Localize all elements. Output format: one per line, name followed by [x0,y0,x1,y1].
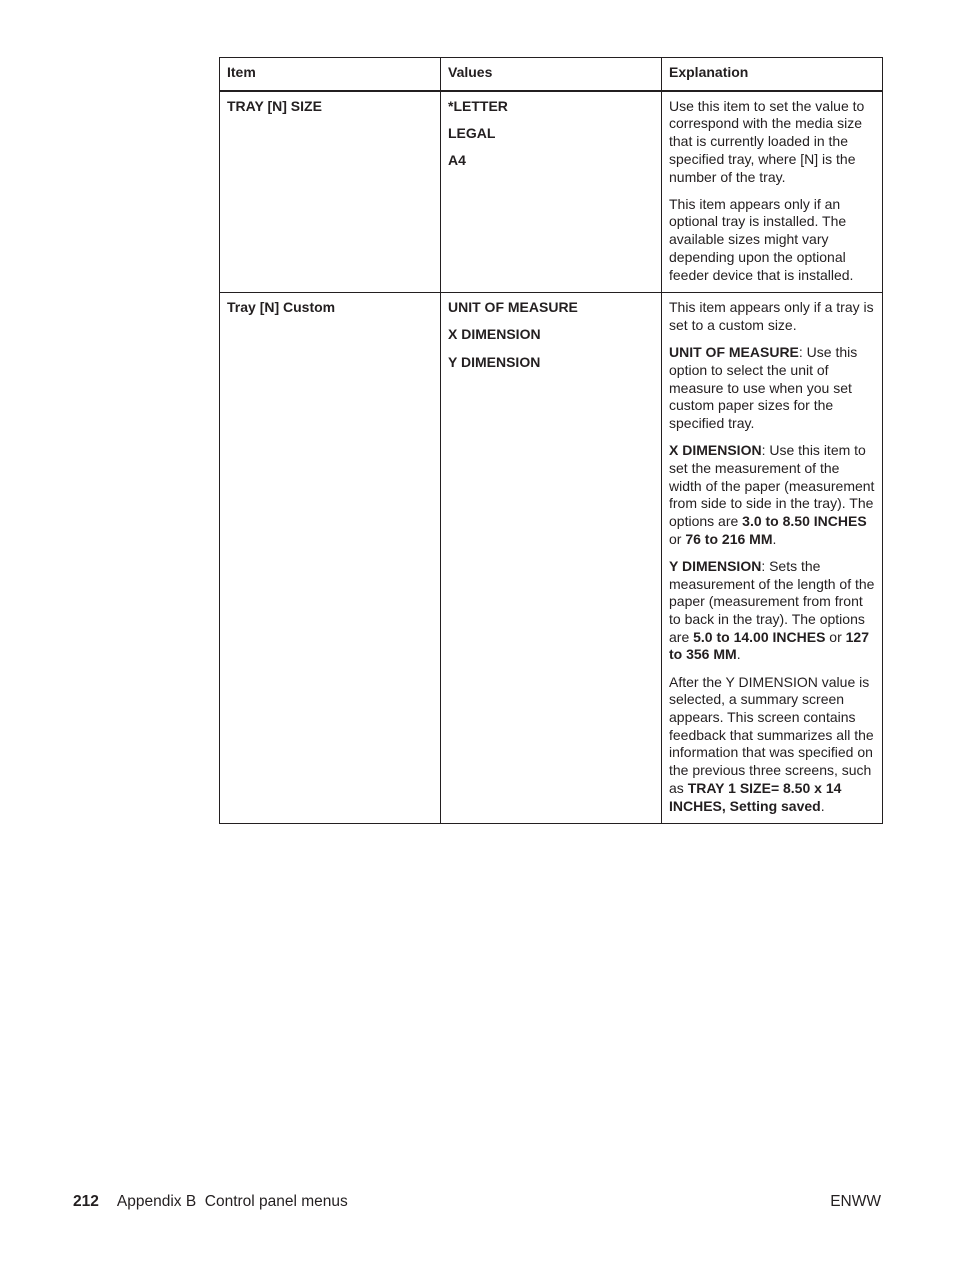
term-unit-of-measure: UNIT OF MEASURE [669,344,799,361]
explanation-text: : Use this item to set the measurement of the width of the paper (measurement from side to side in the tray). The options are [669,442,875,529]
footer-section-title: Appendix B Control panel menus [116,1193,348,1210]
explanation-text: . [736,646,741,663]
header-values: Values [441,58,662,91]
explanation-paragraph [669,344,875,433]
explanation-paragraph [669,442,875,548]
value-option: UNIT OF MEASURE [448,299,578,316]
explanation-text: or [825,628,846,645]
range-mm: 76 to 216 MM [685,530,773,547]
value-option: *LETTER [448,97,508,114]
value-option: A4 [448,152,466,169]
table-row-tray-custom [220,293,883,824]
row-item-cell [220,293,441,824]
range-inches: 3.0 to 8.50 INCHES [742,512,867,529]
row-values-cell [441,91,662,293]
control-panel-menu-table [219,57,883,824]
page-number: 212 [73,1193,99,1210]
explanation-paragraph: This item appears only if an optional tray is installed. The available sizes might vary depending upon the optional feeder device that is installed. [669,195,854,283]
explanation-text: . [820,797,825,814]
page-footer-left [73,1192,348,1211]
page-footer-right: ENWW [830,1193,881,1210]
row-item-name: TRAY [N] SIZE [227,97,322,114]
range-inches: 5.0 to 14.00 INCHES [693,628,826,645]
explanation-paragraph: This item appears only if a tray is set to a custom size. [669,299,874,333]
term-y-dimension: Y DIMENSION [669,557,762,574]
header-item: Item [220,58,441,91]
explanation-paragraph [669,558,875,664]
explanation-paragraph: Use this item to set the value to correspond with the media size that is currently loaded in the specified tray, where [N] is the number of the tray. [669,97,865,185]
explanation-text: : Sets the measurement of the length of the paper (measurement from front to back in the tray). The options are [669,557,875,645]
term-x-dimension: X DIMENSION [669,442,762,459]
table-row-tray-size [220,91,883,293]
explanation-text: . [772,530,777,547]
explanation-text: : Use this option to select the unit of measure to use when you set custom paper sizes for the specified tray. [669,344,858,431]
row-item-name: Tray [N] Custom [227,299,336,316]
value-option: X DIMENSION [448,326,541,343]
explanation-paragraph [669,674,875,816]
explanation-text: or [669,530,686,547]
row-explanation-cell [662,293,883,824]
table-header-row [220,58,883,91]
explanation-text: After the Y DIMENSION value is selected, a summary screen appears. This screen contains feedback that summarizes all the information that was specified on the previous three screens, such as [669,673,874,796]
value-option: LEGAL [448,124,496,141]
header-explanation: Explanation [662,58,883,91]
summary-example: TRAY 1 SIZE= 8.50 x 14 INCHES, Setting saved [669,779,842,814]
range-mm: 127 to 356 MM [669,628,869,663]
row-values-cell [441,293,662,824]
value-option: Y DIMENSION [448,353,541,370]
row-item-cell [220,91,441,293]
row-explanation-cell [662,91,883,293]
